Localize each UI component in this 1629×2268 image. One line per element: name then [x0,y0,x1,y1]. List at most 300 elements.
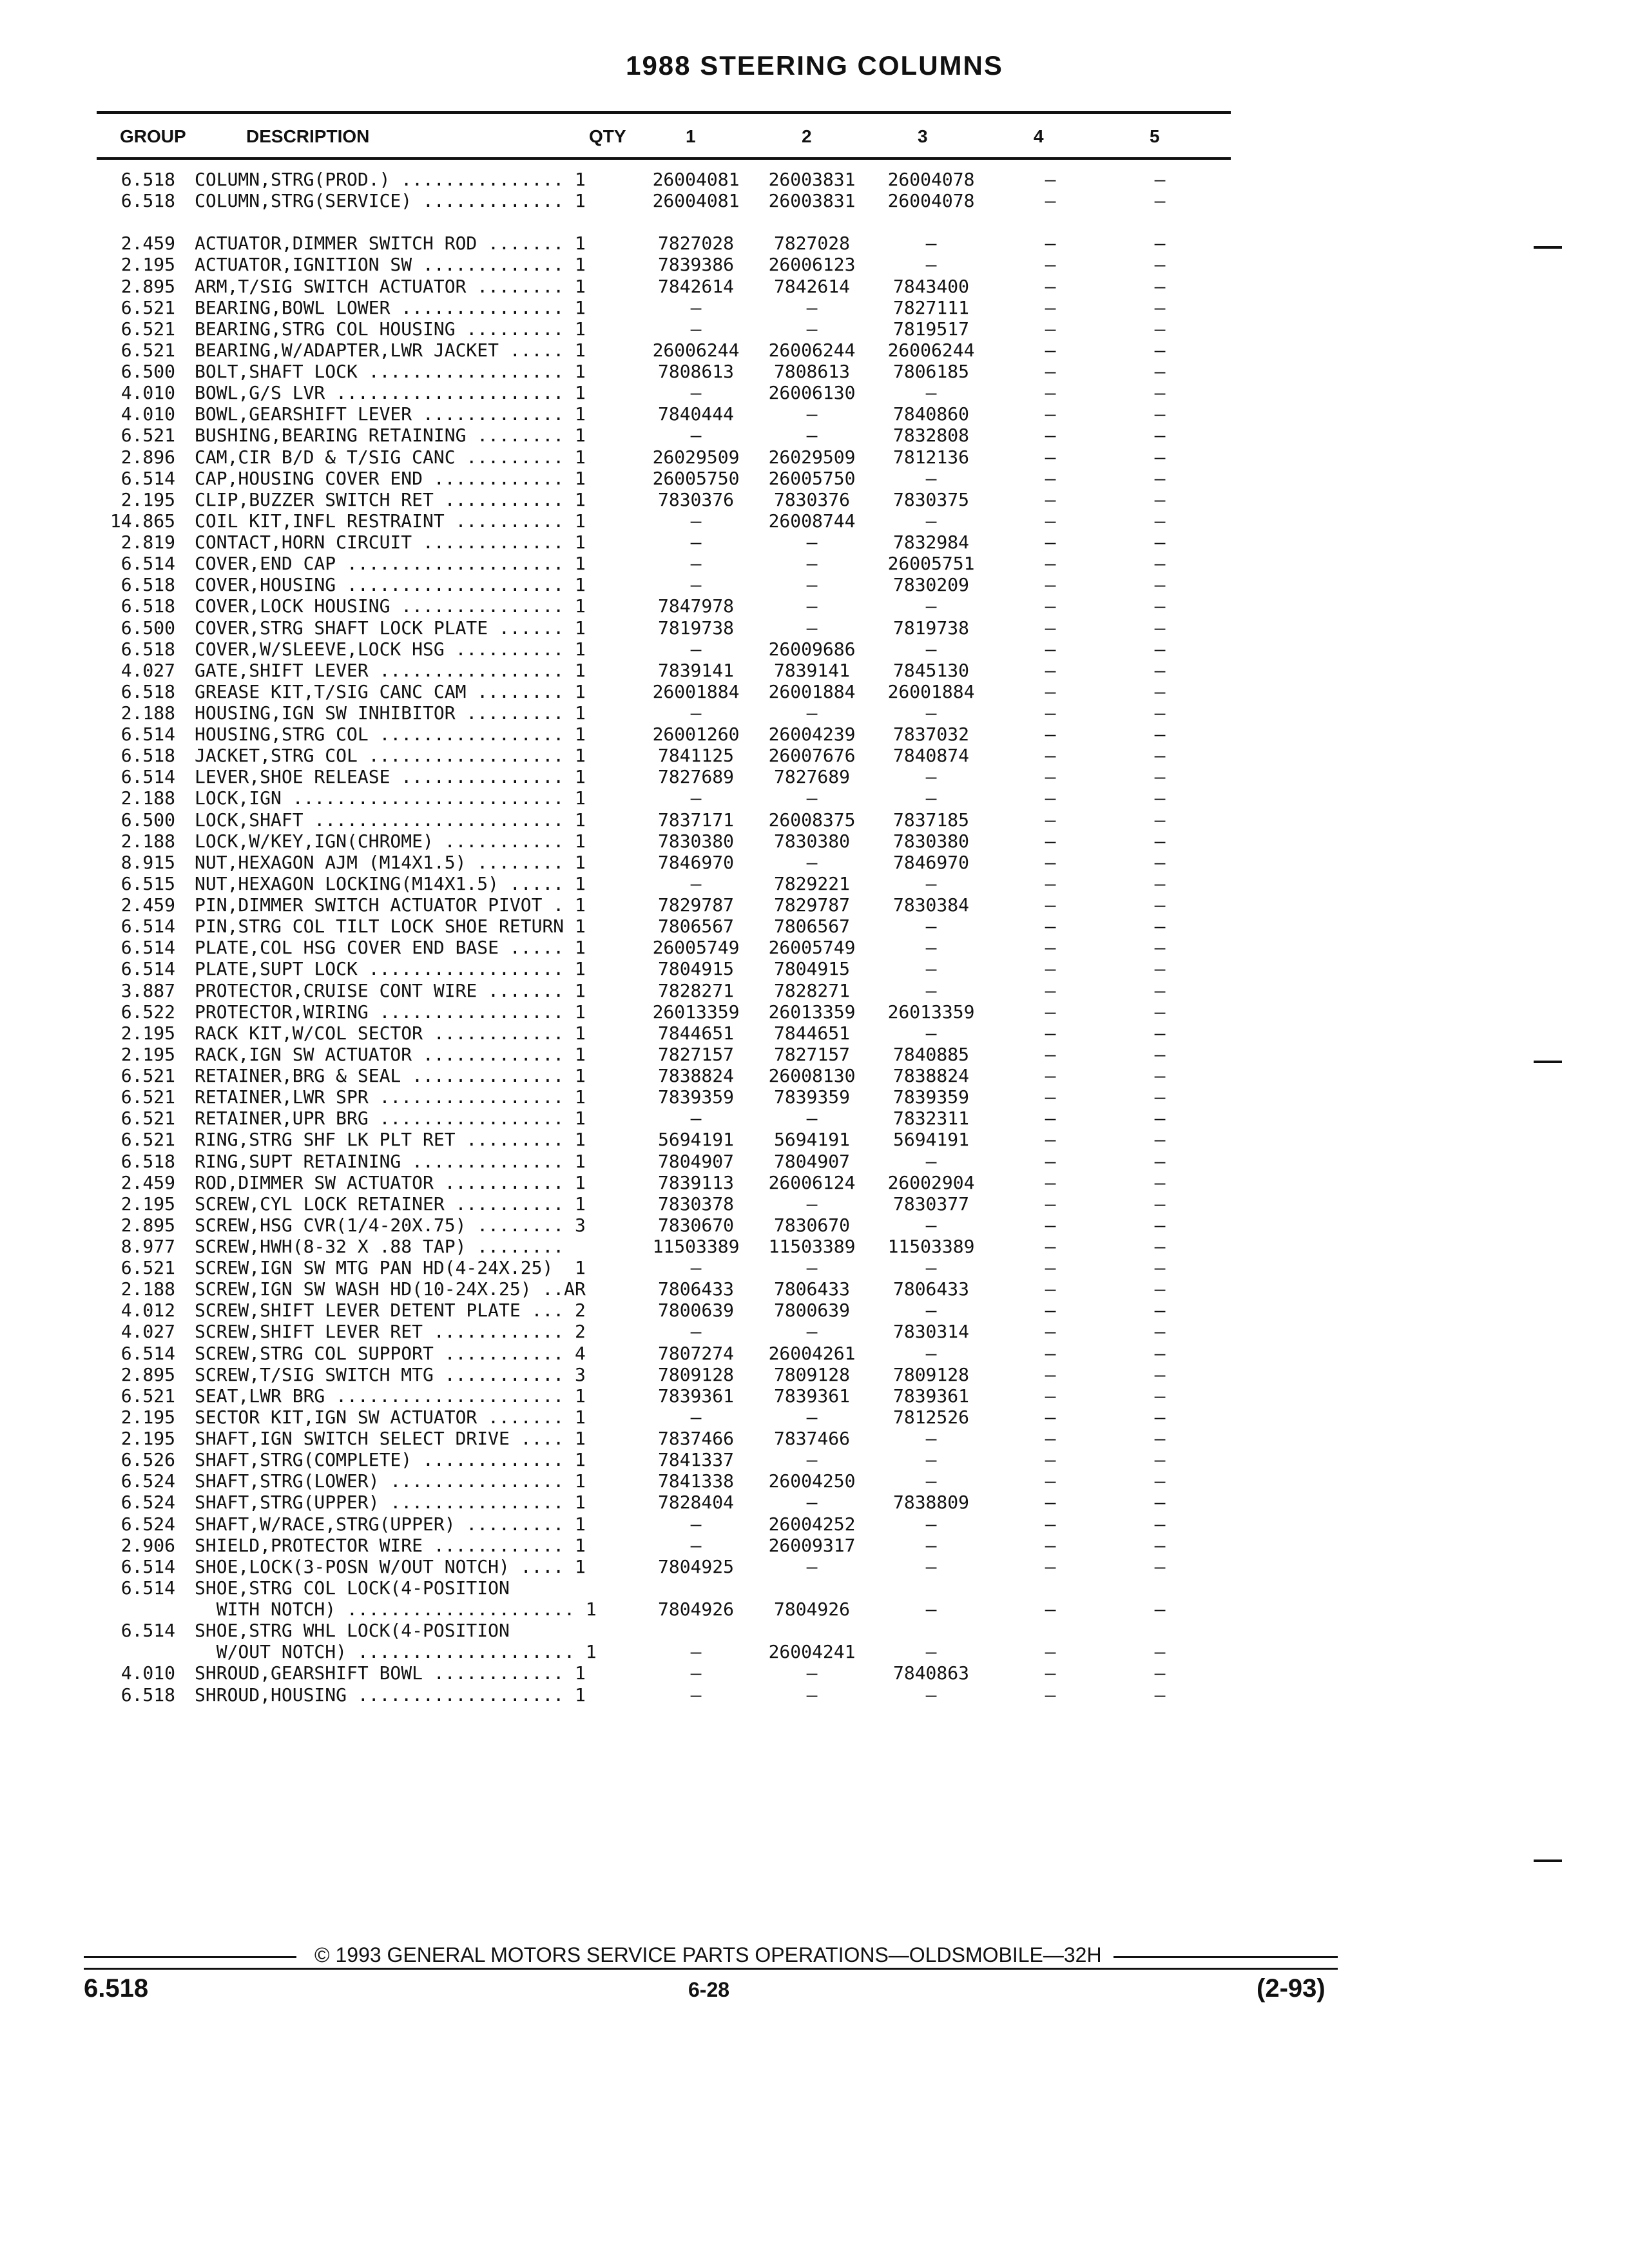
col-4-cell: — [1045,382,1056,404]
col-5-cell: — [1154,937,1166,959]
col-4-cell: — [1045,190,1056,212]
group-cell: 6.524 [120,1470,175,1492]
col-4-cell: — [1045,1065,1056,1087]
col-4-cell: — [1045,979,1056,1001]
col-5-cell: — [1154,1086,1166,1108]
col-2-cell: — [806,1662,818,1684]
description-cell: PLATE,SUPT LOCK .................. 1 [195,958,586,980]
description-cell: PROTECTOR,CRUISE CONT WIRE ....... 1 [195,979,586,1001]
table-row [0,1300,1629,1321]
col-3-cell: 7840874 [892,745,969,767]
col-2-cell: 26006130 [768,382,856,404]
col-5-cell: — [1154,446,1166,468]
group-cell: 4.010 [120,382,175,404]
col-4-cell: — [1045,1193,1056,1215]
col-4-cell: — [1045,446,1056,468]
description-cell: SHAFT,W/RACE,STRG(UPPER) ......... 1 [195,1513,586,1535]
table-row [0,1620,1629,1641]
col-5-cell: — [1154,467,1166,489]
col-3-cell: 7806433 [892,1278,969,1300]
col-5-cell: — [1154,1555,1166,1577]
table-row [0,361,1629,382]
description-cell: COLUMN,STRG(PROD.) ............... 1 [195,169,586,190]
col-3-cell: — [925,1342,937,1364]
description-cell: PIN,STRG COL TILT LOCK SHOE RETURN 1 [195,916,586,937]
col-1-cell: 7830670 [657,1214,734,1236]
col-2-cell: 26004252 [768,1513,856,1535]
col-4-cell: — [1045,787,1056,809]
col-2-cell: — [806,1406,818,1428]
col-2-cell: — [806,318,818,340]
col-3-cell: 7830380 [892,830,969,852]
group-cell: 6.524 [120,1513,175,1535]
description-cell: SCREW,HWH(8-32 X .88 TAP) ........ [195,1236,575,1257]
col-2-cell: 26001884 [768,680,856,702]
col-5-cell: — [1154,1641,1166,1663]
col-3-cell: 7846970 [892,851,969,873]
group-cell: 6.518 [120,595,175,617]
group-cell: 6.521 [120,339,175,361]
col-5-cell: — [1154,275,1166,297]
col-4-cell: — [1045,1363,1056,1385]
col-4-cell: — [1045,1300,1056,1321]
col-5-cell: — [1154,1534,1166,1556]
col-2-cell: — [806,1257,818,1279]
col-2-cell: 26004250 [768,1470,856,1492]
description-cell: PLATE,COL HSG COVER END BASE ..... 1 [195,937,586,959]
col-2-cell: — [806,1684,818,1706]
description-cell: BOWL,G/S LVR ..................... 1 [195,382,586,404]
col-1-cell: — [690,574,702,596]
group-cell: 2.195 [120,1193,175,1215]
footer-page-number: 6-28 [688,1978,730,2001]
description-cell: SECTOR KIT,IGN SW ACTUATOR ....... 1 [195,1406,586,1428]
col-4-cell: — [1045,169,1056,190]
col-4-cell: — [1045,872,1056,894]
col-1-cell: 7808613 [657,361,734,383]
col-5-cell: — [1154,745,1166,767]
group-cell: 4.027 [120,1321,175,1343]
col-3-cell: — [925,254,937,276]
col-3-cell: 26006244 [887,339,975,361]
table-row [0,660,1629,681]
col-3-cell: 7840885 [892,1043,969,1065]
col-3-cell: 7830384 [892,894,969,916]
group-cell: 2.195 [120,1022,175,1044]
col-4-cell: — [1045,851,1056,873]
table-row [0,1662,1629,1684]
description-cell: COIL KIT,INFL RESTRAINT .......... 1 [195,510,586,532]
description-cell: LOCK,SHAFT ....................... 1 [195,809,586,831]
col-5-cell: — [1154,254,1166,276]
col-3-cell: 7839361 [892,1385,969,1407]
col-2-cell: 7804907 [773,1150,850,1172]
col-5-cell: — [1154,1278,1166,1300]
col-5-cell: — [1154,979,1166,1001]
col-2-cell: 26004239 [768,724,856,745]
col-5-cell: — [1154,403,1166,425]
description-cell: SCREW,HSG CVR(1/4-20X.75) ........ 3 [195,1214,586,1236]
description-cell: RETAINER,UPR BRG ................. 1 [195,1108,586,1129]
col-5-cell: — [1154,1599,1166,1620]
description-cell: SCREW,T/SIG SWITCH MTG ........... 3 [195,1363,586,1385]
group-cell: 2.906 [120,1534,175,1556]
col-2-cell: 26003831 [768,190,856,212]
group-cell: 6.514 [120,1620,175,1642]
table-row [0,595,1629,617]
group-cell: 6.518 [120,638,175,660]
description-cell: SHAFT,STRG(UPPER) ................ 1 [195,1492,586,1514]
footer-copyright: © 1993 GENERAL MOTORS SERVICE PARTS OPERATIONS—OLDSMOBILE—32H [314,1943,1102,1966]
col-4-cell: — [1045,830,1056,852]
col-3-cell: — [925,595,937,617]
table-row [0,831,1629,852]
table-row [0,1449,1629,1470]
col-2-cell: — [806,851,818,873]
col-2-cell: 26009317 [768,1534,856,1556]
table-row [0,190,1629,211]
col-1-cell: 7804926 [657,1599,734,1620]
col-1-cell: 26013359 [652,1001,740,1023]
group-cell: 6.521 [120,1086,175,1108]
col-4-cell: — [1045,1321,1056,1343]
col-1-cell: 7837171 [657,809,734,831]
description-cell: SCREW,IGN SW WASH HD(10-24X.25) ..AR [195,1278,586,1300]
group-cell: 6.524 [120,1492,175,1514]
header-col-1: 1 [686,126,696,146]
table-row [0,382,1629,403]
col-5-cell: — [1154,169,1166,190]
col-1-cell: 7841338 [657,1470,734,1492]
col-5-cell: — [1154,382,1166,404]
col-2-cell: — [806,617,818,639]
col-4-cell: — [1045,724,1056,745]
col-1-cell: — [690,425,702,447]
col-2-cell: 26008130 [768,1065,856,1087]
col-4-cell: — [1045,595,1056,617]
col-4-cell: — [1045,659,1056,681]
col-1-cell: 7828404 [657,1492,734,1514]
group-cell: 6.521 [120,318,175,340]
col-1-cell: 7840444 [657,403,734,425]
col-1-cell: — [690,510,702,532]
col-5-cell: — [1154,1108,1166,1129]
col-4-cell: — [1045,1022,1056,1044]
table-row [0,1236,1629,1257]
col-1-cell: — [690,872,702,894]
table-row [0,787,1629,809]
col-3-cell: — [925,1534,937,1556]
group-cell: 6.514 [120,724,175,745]
group-cell: 2.195 [120,1406,175,1428]
description-cell: COVER,W/SLEEVE,LOCK HSG .......... 1 [195,638,586,660]
col-4-cell: — [1045,1257,1056,1279]
table-row [0,553,1629,574]
col-2-cell: — [806,1321,818,1343]
col-2-cell: 7829787 [773,894,850,916]
group-cell: 2.895 [120,1363,175,1385]
description-cell: SCREW,IGN SW MTG PAN HD(4-24X.25) 1 [195,1257,586,1279]
col-1-cell: 26005749 [652,937,740,959]
col-1-cell: 7839386 [657,254,734,276]
col-1-cell: 7839361 [657,1385,734,1407]
col-2-cell: — [806,1108,818,1129]
description-cell: CLIP,BUZZER SWITCH RET ........... 1 [195,488,586,510]
col-3-cell: — [925,638,937,660]
group-cell: 6.518 [120,574,175,596]
col-5-cell: — [1154,1214,1166,1236]
col-4-cell: — [1045,894,1056,916]
col-1-cell: 7847978 [657,595,734,617]
group-cell: 2.895 [120,275,175,297]
col-1-cell: 7804915 [657,958,734,980]
col-4-cell: — [1045,1001,1056,1023]
col-5-cell: — [1154,425,1166,447]
group-cell: 2.896 [120,446,175,468]
col-1-cell: 26029509 [652,446,740,468]
col-5-cell: — [1154,1513,1166,1535]
col-2-cell: — [806,532,818,553]
group-cell: 2.188 [120,787,175,809]
col-4-cell: — [1045,1342,1056,1364]
col-5-cell: — [1154,958,1166,980]
col-1-cell: — [690,382,702,404]
col-4-cell: — [1045,510,1056,532]
col-3-cell: 7840860 [892,403,969,425]
col-2-cell: 26004261 [768,1342,856,1364]
col-1-cell: — [690,787,702,809]
description-cell: SCREW,STRG COL SUPPORT ........... 4 [195,1342,586,1364]
table-row [0,1108,1629,1129]
group-cell: 6.514 [120,1342,175,1364]
col-3-cell: 7819738 [892,617,969,639]
col-3-cell: 7838809 [892,1492,969,1514]
group-cell: 2.188 [120,830,175,852]
table-row [0,1129,1629,1150]
description-cell: SCREW,SHIFT LEVER DETENT PLATE ... 2 [195,1300,586,1321]
col-1-cell: — [690,318,702,340]
col-2-cell: 7808613 [773,361,850,383]
col-5-cell: — [1154,361,1166,383]
col-4-cell: — [1045,1406,1056,1428]
col-4-cell: — [1045,1129,1056,1151]
col-2-cell: 7830376 [773,488,850,510]
col-2-cell: 7830670 [773,1214,850,1236]
description-cell: SCREW,SHIFT LEVER RET ............ 2 [195,1321,586,1343]
col-3-cell: — [925,1022,937,1044]
group-cell: 2.459 [120,894,175,916]
table-row [0,297,1629,318]
col-5-cell: — [1154,830,1166,852]
col-3-cell: 26005751 [887,553,975,575]
col-4-cell: — [1045,680,1056,702]
col-3-cell: — [925,958,937,980]
col-4-cell: — [1045,1641,1056,1663]
group-cell: 2.195 [120,1043,175,1065]
col-2-cell: — [806,1193,818,1215]
col-3-cell: 7830375 [892,488,969,510]
col-5-cell: — [1154,916,1166,937]
description-cell: HOUSING,STRG COL ................. 1 [195,724,586,745]
col-2-cell: 7844651 [773,1022,850,1044]
table-row [0,937,1629,958]
col-3-cell: 7837032 [892,724,969,745]
col-3-cell: 26001884 [887,680,975,702]
col-1-cell: 7841125 [657,745,734,767]
group-cell: 4.012 [120,1300,175,1321]
col-2-cell: 26013359 [768,1001,856,1023]
col-3-cell: — [925,1449,937,1471]
col-3-cell: 7819517 [892,318,969,340]
group-cell: 6.500 [120,361,175,383]
col-4-cell: — [1045,1492,1056,1514]
table-row [0,403,1629,425]
col-1-cell: — [690,1406,702,1428]
col-1-cell: 7827157 [657,1043,734,1065]
description-cell: SEAT,LWR BRG ..................... 1 [195,1385,586,1407]
col-1-cell: 7828271 [657,979,734,1001]
group-cell: 6.514 [120,958,175,980]
col-3-cell: — [925,916,937,937]
col-1-cell: 26004081 [652,169,740,190]
table-row [0,1044,1629,1065]
col-1-cell: 7806433 [657,1278,734,1300]
description-cell: BEARING,STRG COL HOUSING ......... 1 [195,318,586,340]
group-cell: 6.518 [120,680,175,702]
col-5-cell: — [1154,1236,1166,1257]
col-5-cell: — [1154,1043,1166,1065]
col-4-cell: — [1045,1086,1056,1108]
col-3-cell: 7840863 [892,1662,969,1684]
col-3-cell: — [925,1300,937,1321]
col-1-cell: 7809128 [657,1363,734,1385]
col-4-cell: — [1045,275,1056,297]
table-row [0,1278,1629,1300]
table-row [0,468,1629,489]
col-5-cell: — [1154,1257,1166,1279]
col-1-cell: 7800639 [657,1300,734,1321]
col-2-cell: — [806,1555,818,1577]
col-2-cell: 7839361 [773,1385,850,1407]
col-3-cell: — [925,1555,937,1577]
table-row [0,532,1629,553]
table-row [0,1556,1629,1577]
col-5-cell: — [1154,659,1166,681]
col-2-cell: — [806,1449,818,1471]
col-3-cell: — [925,1257,937,1279]
col-4-cell: — [1045,1428,1056,1450]
col-3-cell: — [925,1470,937,1492]
group-cell: 6.526 [120,1449,175,1471]
col-1-cell: 7827028 [657,233,734,255]
description-cell: PIN,DIMMER SWITCH ACTUATOR PIVOT . 1 [195,894,586,916]
col-2-cell: 7800639 [773,1300,850,1321]
col-3-cell: 26002904 [887,1171,975,1193]
col-5-cell: — [1154,1171,1166,1193]
col-3-cell: — [925,510,937,532]
header-top-rule [97,111,1231,114]
footer-revision: (2-93) [1257,1974,1325,2003]
header-col-5: 5 [1150,126,1160,146]
group-cell: 2.195 [120,488,175,510]
col-4-cell: — [1045,1470,1056,1492]
col-4-cell: — [1045,1385,1056,1407]
group-cell: 6.521 [120,1108,175,1129]
col-4-cell: — [1045,1236,1056,1257]
group-cell: 6.518 [120,169,175,190]
col-1-cell: 7806567 [657,916,734,937]
col-3-cell: 7843400 [892,275,969,297]
col-5-cell: — [1154,1363,1166,1385]
col-4-cell: — [1045,339,1056,361]
description-cell: GREASE KIT,T/SIG CANC CAM ........ 1 [195,680,586,702]
col-5-cell: — [1154,1662,1166,1684]
group-cell: 6.518 [120,190,175,212]
group-cell: 6.514 [120,1555,175,1577]
col-4-cell: — [1045,467,1056,489]
description-cell: SHOE,STRG COL LOCK(4-POSITION [195,1577,510,1599]
col-4-cell: — [1045,617,1056,639]
table-row [0,340,1629,361]
col-3-cell: — [925,937,937,959]
col-2-cell: 7839141 [773,659,850,681]
col-3-cell: 7839359 [892,1086,969,1108]
col-1-cell: 7841337 [657,1449,734,1471]
table-row [0,1514,1629,1535]
col-3-cell: 26004078 [887,190,975,212]
col-2-cell: — [806,403,818,425]
col-5-cell: — [1154,894,1166,916]
col-1-cell: — [690,532,702,553]
col-3-cell: 7827111 [892,296,969,318]
header-col-4: 4 [1034,126,1044,146]
col-4-cell: — [1045,1043,1056,1065]
group-cell: 6.500 [120,809,175,831]
description-cell: SHIELD,PROTECTOR WIRE ............ 1 [195,1534,586,1556]
col-5-cell: — [1154,1129,1166,1151]
col-1-cell: — [690,638,702,660]
description-cell: PROTECTOR,WIRING ................. 1 [195,1001,586,1023]
col-3-cell: — [925,1428,937,1450]
col-3-cell: 7832311 [892,1108,969,1129]
col-4-cell: — [1045,1150,1056,1172]
col-4-cell: — [1045,254,1056,276]
table-row [0,1086,1629,1108]
col-1-cell: 7827689 [657,766,734,788]
col-1-cell: 7830378 [657,1193,734,1215]
col-4-cell: — [1045,1555,1056,1577]
col-5-cell: — [1154,872,1166,894]
col-1-cell: 7846970 [657,851,734,873]
col-2-cell: 7842614 [773,275,850,297]
table-row [0,1492,1629,1513]
description-cell: COLUMN,STRG(SERVICE) ............. 1 [195,190,586,212]
col-1-cell: — [690,553,702,575]
col-1-cell: — [690,1641,702,1663]
col-2-cell: — [806,787,818,809]
col-1-cell: 26005750 [652,467,740,489]
description-cell: SHAFT,STRG(COMPLETE) ............. 1 [195,1449,586,1471]
col-1-cell: — [690,702,702,724]
col-5-cell: — [1154,574,1166,596]
description-cell: WITH NOTCH) ..................... 1 [195,1599,597,1620]
group-cell: 2.459 [120,233,175,255]
col-1-cell: 7844651 [657,1022,734,1044]
description-cell: COVER,STRG SHAFT LOCK PLATE ...... 1 [195,617,586,639]
col-3-cell: — [925,1684,937,1706]
table-row [0,639,1629,660]
description-cell: SHOE,STRG WHL LOCK(4-POSITION [195,1620,510,1642]
